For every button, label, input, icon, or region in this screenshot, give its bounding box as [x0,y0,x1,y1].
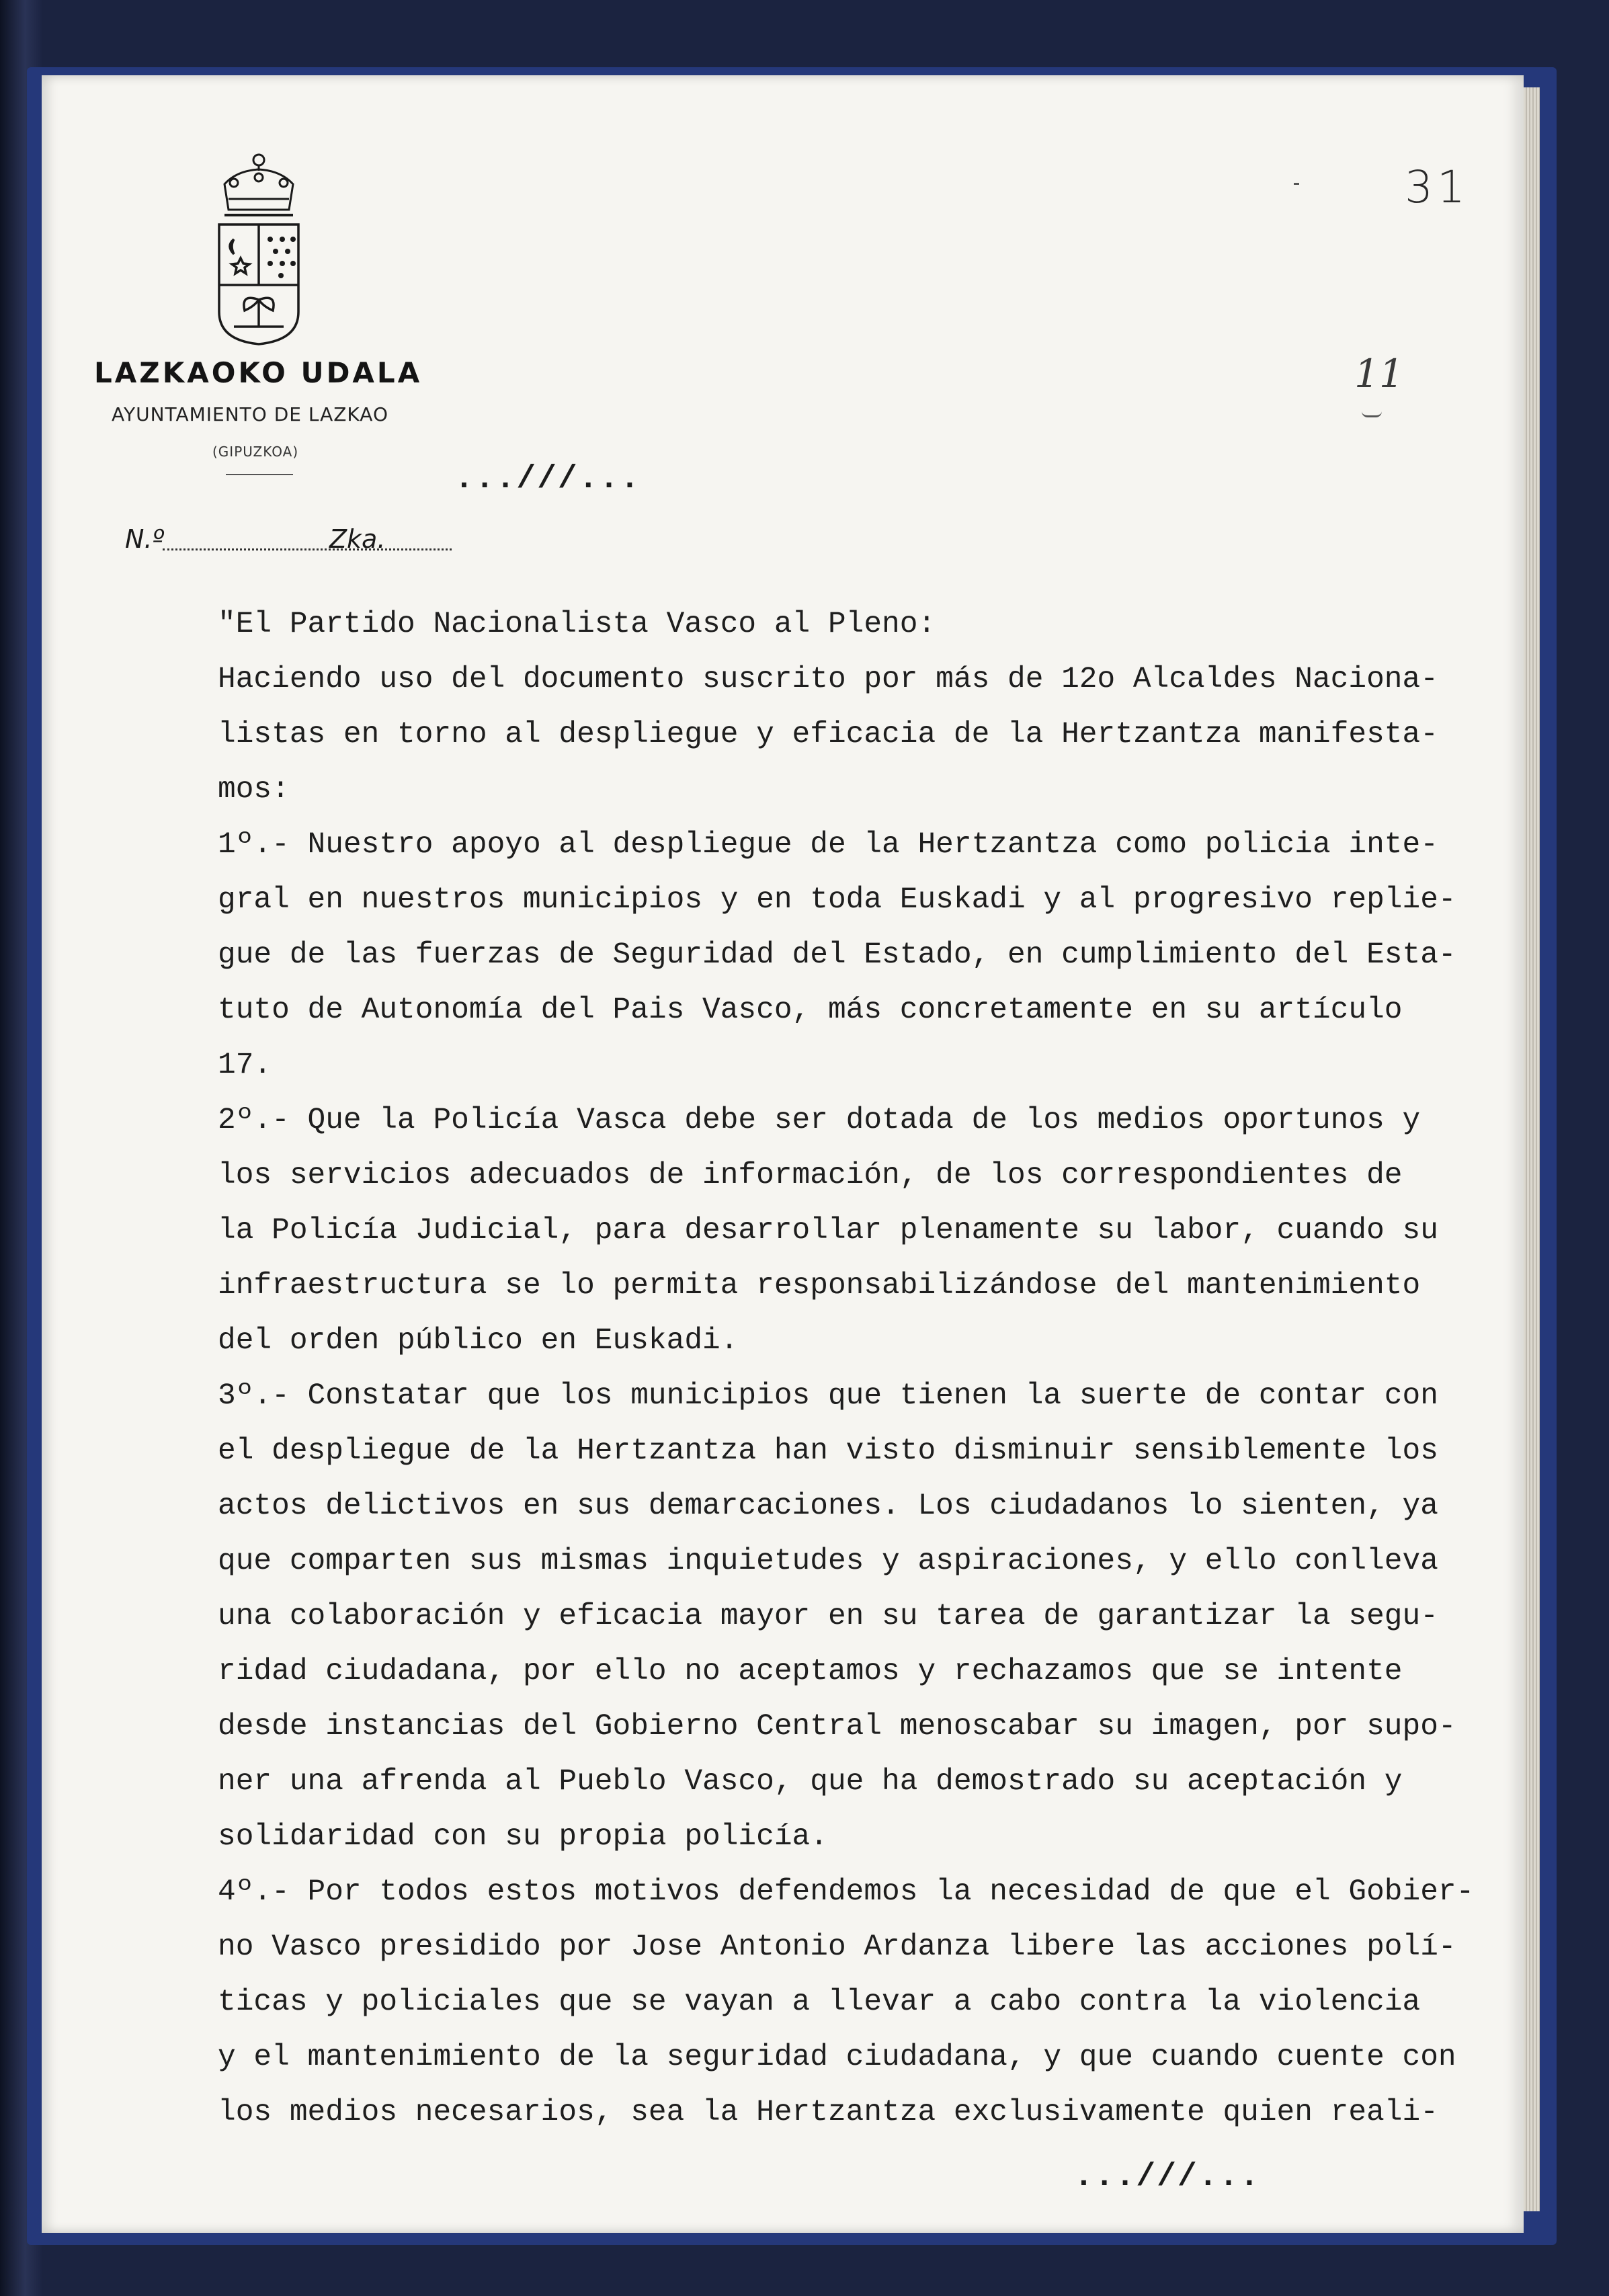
body-line: ticas y policiales que se vayan a llevar a cabo contra la violencia [218,1985,1421,2019]
body-line: los medios necesarios, sea la Hertzantza exclusivamente quien reali- [218,2096,1438,2129]
organization-province: (GIPUZKOA) [212,444,299,460]
body-line: gue de las fuerzas de Seguridad del Estado, en cumplimiento del Esta- [218,938,1456,972]
reference-dotted-field [163,548,452,550]
continuation-mark-top: ...///... [454,461,641,497]
body-line: 17. [218,1049,272,1082]
body-line: 1º.- Nuestro apoyo al despliegue de la Hertzantza como policia inte- [218,828,1438,862]
body-line: "El Partido Nacionalista Vasco al Pleno: [218,608,936,641]
body-line: desde instancias del Gobierno Central menoscabar su imagen, por supo- [218,1710,1456,1744]
body-line: una colaboración y eficacia mayor en su tarea de garantizar la segu- [218,1600,1438,1633]
body-line: del orden público en Euskadi. [218,1324,739,1358]
reference-no-label: N.º [125,524,165,554]
body-line: gral en nuestros municipios y en toda Euskadi y al progresivo replie- [218,883,1456,917]
body-line: que comparten sus mismas inquietudes y aspiraciones, y ello conlleva [218,1545,1438,1578]
body-line: y el mantenimiento de la seguridad ciudadana, y que cuando cuente con [218,2041,1456,2074]
reference-number-line [125,524,434,558]
body-line: Haciendo uso del documento suscrito por más de 12o Alcaldes Naciona- [218,663,1438,696]
pencil-dot [1294,183,1299,185]
body-line: ner una afrenda al Pueblo Vasco, que ha demostrado su aceptación y [218,1765,1403,1799]
body-line: ridad ciudadana, por ello no aceptamos y rechazamos que se intente [218,1655,1403,1688]
organization-name: LAZKAOKO UDALA [94,356,423,389]
body-line: la Policía Judicial, para desarrollar plenamente su labor, cuando su [218,1214,1438,1247]
page-stack-edge [1524,87,1540,2211]
body-line: no Vasco presidido por Jose Antonio Ardanza libere las acciones polí- [218,1930,1456,1964]
pencil-underline [1362,411,1382,417]
body-line: 2º.- Que la Policía Vasca debe ser dotada de los medios oportunos y [218,1104,1421,1137]
letterhead-rule [226,474,293,475]
coat-of-arms-icon [214,151,304,345]
body-line: actos delictivos en sus demarcaciones. Los ciudadanos lo sienten, ya [218,1489,1438,1523]
body-line: 3º.- Constatar que los municipios que tienen la suerte de contar con [218,1379,1438,1413]
body-line: solidaridad con su propia policía. [218,1820,828,1854]
body-line: 4º.- Por todos estos motivos defendemos la necesidad de que el Gobier- [218,1875,1475,1909]
page-number: 31 [1405,161,1469,213]
pencil-page-number: 11 [1354,351,1404,397]
document-body [218,597,1508,2140]
continuation-mark-bottom: ...///... [1074,2159,1261,2195]
body-line: infraestructura se lo permita responsabilizándose del mantenimiento [218,1269,1421,1303]
reference-zka-label: Zka. [329,524,386,554]
organization-subtitle: AYUNTAMIENTO DE LAZKAO [112,403,389,425]
body-line: listas en torno al despliegue y eficacia de la Hertzantza manifesta- [218,718,1438,751]
body-line: tuto de Autonomía del Pais Vasco, más concretamente en su artículo [218,993,1403,1027]
body-line: el despliegue de la Hertzantza han visto disminuir sensiblemente los [218,1434,1438,1468]
body-line: los servicios adecuados de información, de los correspondientes de [218,1159,1403,1192]
body-line: mos: [218,773,290,807]
